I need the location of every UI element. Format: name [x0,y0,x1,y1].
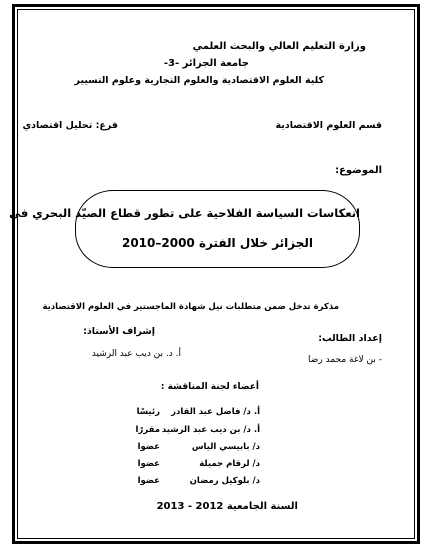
department-name: قسم العلوم الاقتصادية [275,120,382,131]
committee-member-name: أ. د/ بن ديب عبد الرشيد [161,425,260,435]
committee-member-role: رئيسًا [136,407,160,417]
ministry-name: وزارة التعليم العالي والبحث العلمي [192,41,366,52]
student-name: - بن لاغة محمد رضا [308,355,382,365]
branch-name: فرع: تحليل اقتصادي [22,120,118,131]
thesis-title-line-1: انعكاسات السياسة الفلاحية على تطور قطاع الصيّد البحري في [9,206,360,220]
title-frame [9,190,360,268]
committee-member-name: د/ بلوكيل رمضان [189,476,260,486]
committee-member-role: عضوا [137,476,160,486]
memo-note: مذكرة تدخل ضمن متطلبات نيل شهادة الماجستير في العلوم الاقتصادية [42,302,339,312]
committee-member-name: د/ بابيسي الياس [191,442,260,452]
committee-label: أعضاء لجنة المناقشة : [160,382,259,392]
committee-member-role: عضوا [137,459,160,469]
thesis-title-line-2: الجزائر خلال الفترة 2000–2010 [121,236,314,250]
committee-member-role: مقررًا [135,425,160,435]
faculty-name: كلية العلوم الاقتصادية والعلوم التجارية وعلوم التسيير [74,75,324,86]
supervisor-label: إشراف الأستاذ: [83,326,155,337]
committee-member-role: عضوا [137,442,160,452]
student-label: إعداد الطالب: [318,333,382,344]
committee-member-name: أ. د/ فاضل عبد القادر [171,407,260,417]
university-name: جامعة الجزائر -3- [163,58,249,69]
subject-label: الموضوع: [335,165,382,176]
supervisor-name: أ. د. بن ديب عبد الرشيد [91,349,181,359]
committee-member-name: د/ لرقام جميلة [199,459,260,469]
academic-year: السنة الجامعية 2012 - 2013 [156,501,298,512]
